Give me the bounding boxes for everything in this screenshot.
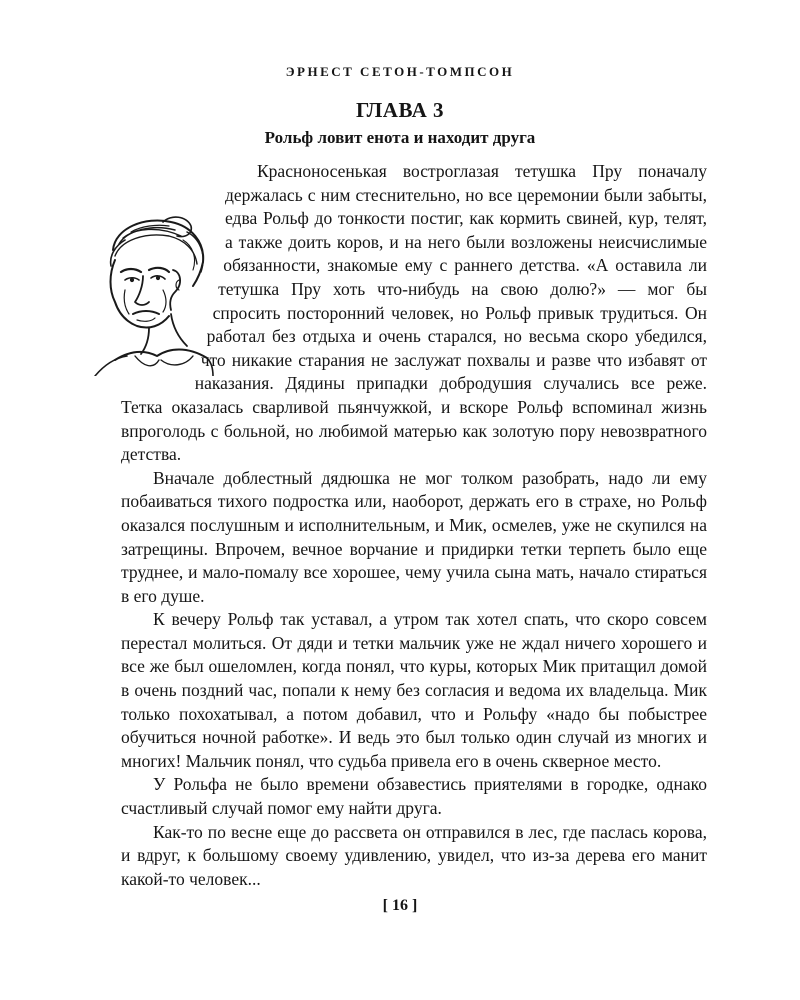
paragraph: У Рольфа не было времени обзавестись приятелями в городке, однако счастливый случай помог ему найти друга.: [121, 774, 707, 819]
aunt-portrait-icon: [75, 210, 215, 376]
paragraph: Вначале доблестный дядюшка не мог толком разобрать, надо ли ему побаиваться тихого подростка или, наоборот, держать его в страхе, но Рольф оказался послушным и исполнительным, и Мик, осмелев, уже не скупился на затрещины. Впрочем, вечное ворчание и придирки тетки терпеть было еще труднее, и мало-помалу все хорошее, чему учила сына мать, начало стираться в его душе.: [121, 467, 707, 606]
paragraph-text: Красноносенькая востроглазая тетушка Пру поначалу держалась с ним стеснительно, но все церемонии были забыты, едва Рольф до тонкости постиг, как кормить свиней, кур, телят, а также доить коров, и на него были возложены неисчислимые обязанности, знакомые ему с раннего детства. «А оставила ли тетушка Пру хоть что-нибудь на свою долю?» — мог бы спросить посторонний человек, но Рольф привык трудиться. Он работал без отдыха и очень старался, но весьма скоро убедился, что никакие старания не заслужат похвалы и разве что избавят от наказания. Дядины припадки добродушия случались все реже. Тетка оказалась сварливой пьянчужкой, и вскоре Рольф вспоминал жизнь впроголодь с больной, но любимой матерью как золотую пору невозвратного детства.: [121, 161, 707, 465]
running-head: ЭРНЕСТ СЕТОН-ТОМПСОН: [285, 64, 515, 79]
paragraph: К вечеру Рольф так уставал, а утром так хотел спать, что скоро совсем перестал молиться. От дяди и тетки мальчик уже не ждал ничего хорошего и все же был ошеломлен, когда понял, что куры, которых Мик притащил домой в очень поздний час, попали к нему без согласия и ведома их владельца. Мик только похохатывал, а потом добавил, что и Рольфу «надо бы побыстрее обучиться ночной работке». И ведь это был только один случай из многих и многих! Мальчик понял, что судьба привела его в очень скверное место.: [121, 609, 707, 771]
page-number: [ 16 ]: [382, 897, 418, 914]
paragraph: Как-то по весне еще до рассвета он отправился в лес, где паслась корова, и вдруг, к большому своему удивлению, увидел, что из-за дерева его манит какой-то человек...: [121, 821, 707, 889]
chapter-title: ГЛАВА 3: [355, 98, 445, 122]
paragraph: [121, 160, 707, 467]
chapter-subtitle: Рольф ловит енота и находит друга: [264, 128, 536, 147]
chapter-body: [121, 160, 707, 891]
